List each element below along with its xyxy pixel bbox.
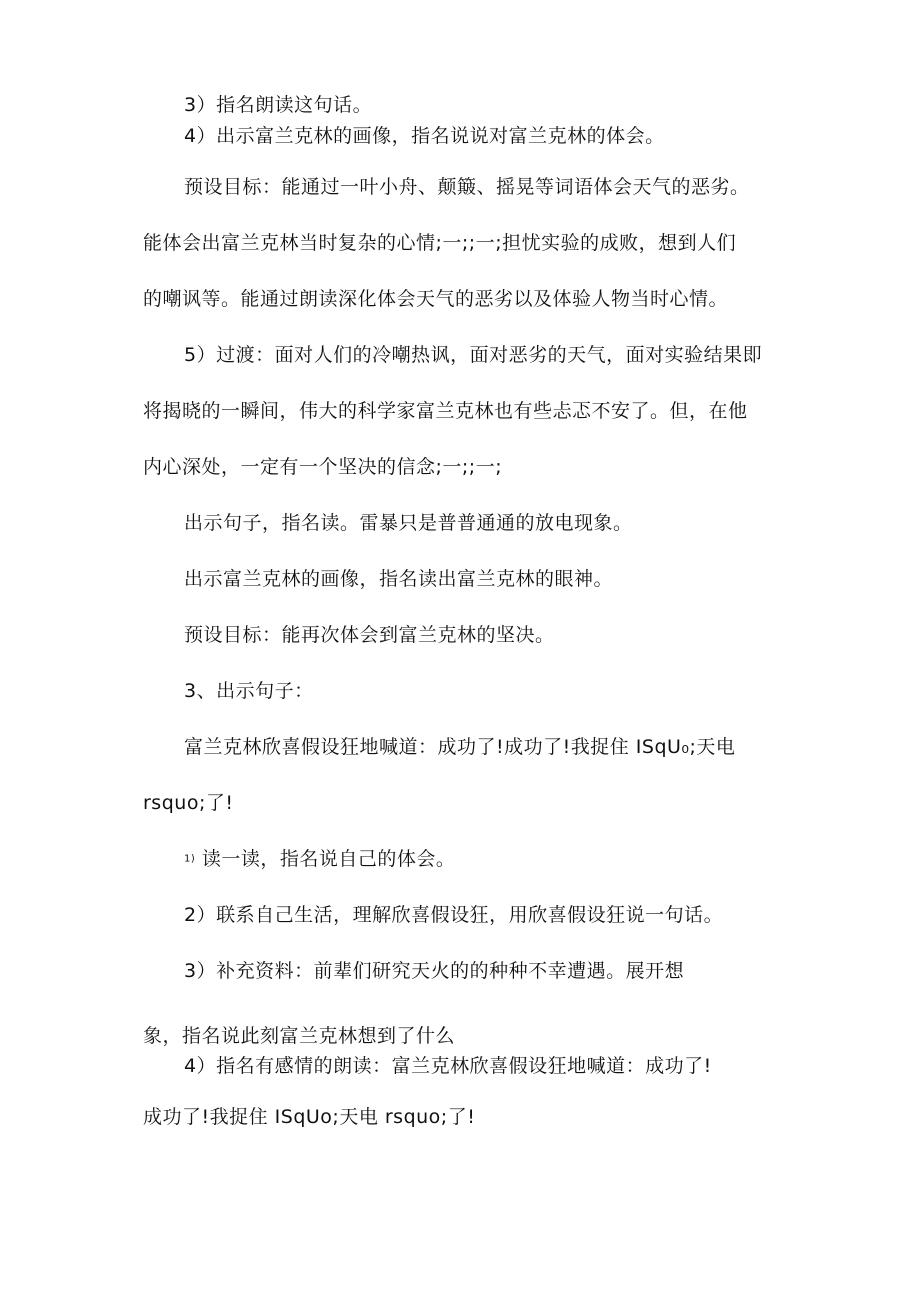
- sub-step-3-supplement-cont: 象，指名说此刻富兰克林想到了什么: [143, 1025, 456, 1047]
- step-5-transition-cont-b: 内心深处，一定有一个坚决的信念;一;;一;: [143, 456, 503, 478]
- sub-step-4-read-emotion-cont: 成功了!我捉住 ISqUo;天电 rsquo;了!: [143, 1106, 476, 1128]
- section-3-heading: 3、出示句子：: [184, 680, 314, 702]
- preset-goal-1-cont-b: 的嘲讽等。能通过朗读深化体会天气的恶劣以及体验人物当时心情。: [143, 288, 729, 310]
- step-4-show-portrait: 4）出示富兰克林的画像，指名说说对富兰克林的体会。: [184, 125, 665, 147]
- preset-goal-1-cont-a: 能体会出富兰克林当时复杂的心情;一;;一;担忧实验的成败，想到人们: [143, 232, 737, 254]
- sub-step-3-supplement: 3）补充资料：前辈们研究天火的的种种不幸遭遇。展开想: [184, 960, 685, 982]
- quote-sentence: 富兰克林欣喜假设狂地喊道：成功了!成功了!我捉住 ISqU₀;天电: [184, 736, 736, 758]
- preset-goal-1: 预设目标：能通过一叶小舟、颠簸、摇晃等词语体会天气的恶劣。: [184, 176, 750, 198]
- step-5-transition: 5）过渡：面对人们的冷嘲热讽，面对恶劣的天气，面对实验结果即: [184, 344, 763, 366]
- step-5-transition-cont-a: 将揭晓的一瞬间，伟大的科学家富兰克林也有些忐忑不安了。但，在他: [143, 400, 748, 422]
- step-3-read-sentence: 3）指名朗读这句话。: [184, 94, 373, 116]
- show-portrait-eyes: 出示富兰克林的画像，指名读出富兰克林的眼神。: [184, 568, 614, 590]
- sub-step-1-text: 读一读，指名说自己的体会。: [201, 848, 456, 870]
- sub-step-4-read-emotion: 4）指名有感情的朗读：富兰克林欣喜假设狂地喊道：成功了!: [184, 1055, 712, 1077]
- show-sentence-thunder: 出示句子，指名读。雷暴只是普普通通的放电现象。: [184, 512, 633, 534]
- sub-step-2-connect-life: 2）联系自己生活，理解欣喜假设狂，用欣喜假设狂说一句话。: [184, 904, 724, 926]
- sub-step-1-marker: 1): [184, 853, 196, 865]
- quote-sentence-cont: rsquo;了!: [143, 792, 234, 814]
- sub-step-1-read: [184, 847, 455, 872]
- preset-goal-2: 预设目标：能再次体会到富兰克林的坚决。: [184, 624, 555, 646]
